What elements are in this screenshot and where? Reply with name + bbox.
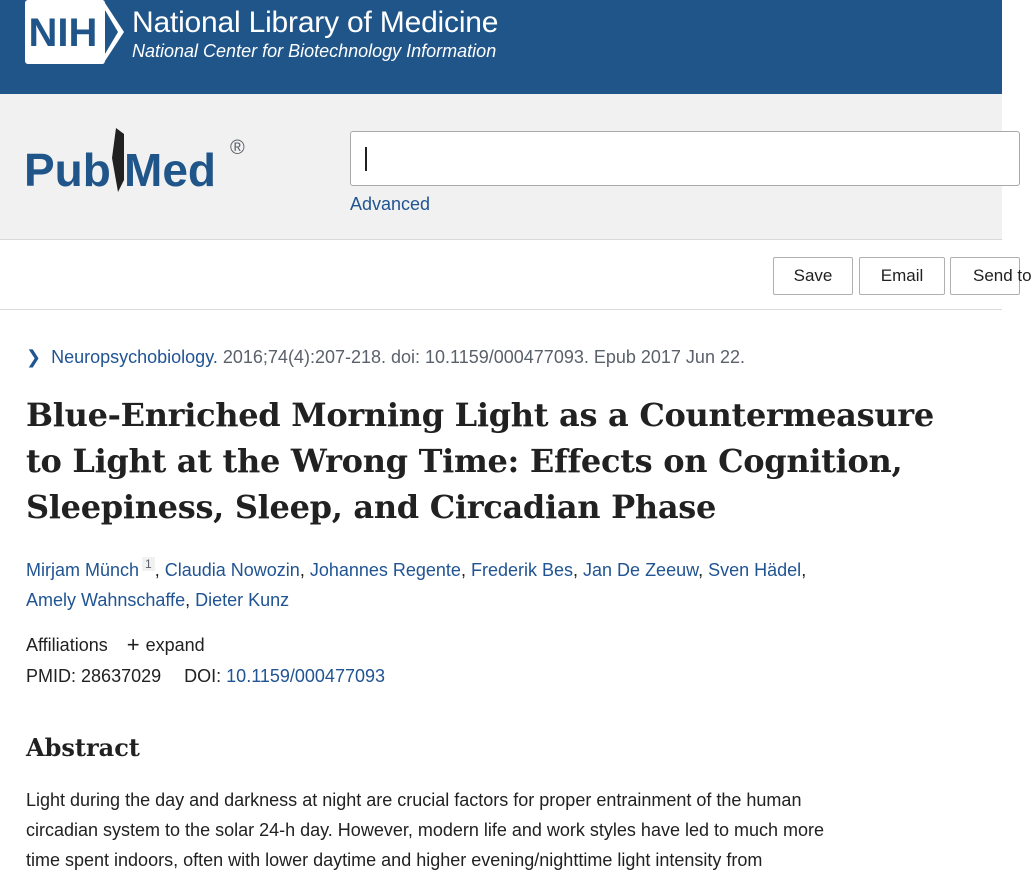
journal-link[interactable]: Neuropsychobiology. (51, 347, 218, 367)
send-to-button[interactable]: Send to (950, 257, 1020, 295)
author-link[interactable]: Frederik Bes (470, 560, 574, 580)
nih-header (0, 0, 1002, 94)
citation-details: 2016;74(4):207-218. doi: 10.1159/000477093. Epub 2017 Jun 22. (222, 347, 745, 367)
search-input[interactable] (350, 131, 1020, 186)
expand-affiliations-button[interactable]: expand (145, 635, 205, 655)
nih-title[interactable]: National Library of Medicine (132, 6, 499, 39)
nih-logo[interactable] (25, 0, 124, 64)
author-link[interactable]: Dieter Kunz (195, 590, 290, 610)
pmid-value: 28637029 (81, 666, 162, 686)
pubmed-logo[interactable] (24, 128, 254, 200)
registered-mark: ® (230, 137, 245, 159)
pmid-label: PMID: (26, 666, 77, 686)
author-link[interactable]: Johannes Regente (309, 560, 461, 580)
affiliations-label: Affiliations (26, 635, 108, 655)
abstract-line: time spent indoors, often with lower daytime and higher evening/nighttime light intensity from (26, 850, 763, 870)
nih-subtitle: National Center for Biotechnology Information (132, 41, 497, 61)
doi-link[interactable]: 10.1159/000477093 (226, 666, 385, 686)
search-band (0, 94, 1002, 240)
affiliation-marker[interactable]: 1 (142, 557, 155, 571)
journal-citation (26, 347, 745, 368)
doi-label: DOI: (184, 666, 222, 686)
abstract-text (26, 785, 926, 875)
plus-icon[interactable]: + (126, 632, 140, 657)
nih-logo-text: NIH (28, 11, 98, 55)
text-caret (365, 147, 367, 171)
affiliations-row (26, 632, 205, 658)
chevron-right-icon[interactable]: ❯ (26, 347, 42, 367)
author-link[interactable]: Amely Wahnschaffe (26, 590, 186, 610)
author-link[interactable]: Claudia Nowozin (164, 560, 300, 580)
email-button[interactable]: Email (859, 257, 945, 295)
action-bar (0, 240, 1032, 310)
save-button[interactable]: Save (773, 257, 853, 295)
advanced-search-link[interactable]: Advanced (350, 194, 431, 214)
svg-text:Med: Med (124, 144, 216, 196)
author-link[interactable]: Mirjam Münch (26, 560, 140, 580)
abstract-line: circadian system to the solar 24-h day. However, modern life and work styles have led to much more (26, 820, 825, 840)
abstract-heading: Abstract (26, 733, 140, 762)
abstract-line: Light during the day and darkness at night are crucial factors for proper entrainment of the human (26, 790, 802, 810)
author-link[interactable]: Jan De Zeeuw (583, 560, 699, 580)
svg-text:Pub: Pub (24, 144, 111, 196)
identifiers (26, 666, 385, 687)
author-link[interactable]: Sven Hädel (708, 560, 802, 580)
author-list: Mirjam Münch 1 , Claudia Nowozin, Johannes Regente, Frederik Bes, Jan De Zeeuw, Sven Hädel, Amely Wahnschaffe, Dieter Kunz (26, 557, 807, 610)
article-title: Blue-Enriched Morning Light as a Countermeasure to Light at the Wrong Time: Effects on Cognition, Sleepiness, Sleep, and Circadian Phase (26, 396, 934, 526)
